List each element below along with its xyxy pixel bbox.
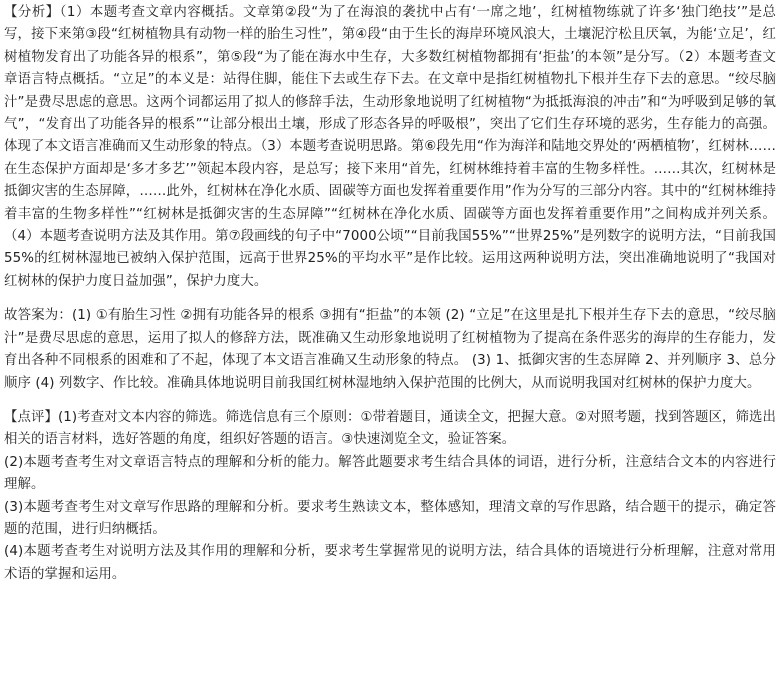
analysis-paragraph: 【分析】（1）本题考查文章内容概括。文章第②段“为了在海浪的袭扰中占有‘一席之地’，红树植物练就了许多‘独门绝技’”是总写，接下来第③段“红树植物具有动物一样的胎生习性”，第④段“由于生长的海岸环境风浪大，土壤泥泞松且厌氧，为能‘立足’，红树植物发育出了功能各异的根系”，第⑤段“为了能在海水中生存，大多数红树植物都拥有‘拒盐’的本领”是分写。（2）本题考查文章语言特点概括。“立足”的本义是：站得住脚，能住下去或生存下去。在文章中是指红树植物扎下根并生存下去的意思。“绞尽脑汁”是费尽思虑的意思。这两个词都运用了拟人的修辞手法，生动形象地说明了红树植物“为抵抵海浪的冲击”和“为呼吸到足够的氧气”，“发育出了功能各异的根系”“让部分根出土壤，形成了形态各异的呼吸根”，突出了它们生存环境的恶劣，生存能力的高强。体现了本文语言准确而又生动形象的特点。（3）本题考查说明思路。第⑥段先用“作为海洋和陆地交界处的‘两栖植物’，红树林……在生态保护方面却是‘多才多艺’”领起本段内容，是总写；接下来用“首先，红树林维持着丰富的生物多样性。……其次，红树林是抵御灾害的生态屏障，……此外，红树林在净化水质、固碳等方面也发挥着重要作用”作为分写的三部分内容。其中的“红树林维持着丰富的生物多样性”“红树林是抵御灾害的生态屏障”“红树林在净化水质、固碳等方面也发挥着重要作用”之间构成并列关系。（4）本题考查说明方法及其作用。第⑦段画线的句子中“7000公顷”“目前我国55%”“世界25%”是列数字的说明方法，“目前我国55%的红树林湿地已被纳入保护范围，远高于世界25%的平均水平”是作比较。运用这两种说明方法，突出准确地说明了“我国对红树林的保护力度日益加强”，保护力度大。 [4, 5, 776, 289]
comment-line-1: 【点评】(1)考查对文本内容的筛选。筛选信息有三个原则：①带着题目，通读全文，把握大意。②对照考题，找到答题区，筛选出相关的语言材料，选好答题的角度，组织好答题的语言。③快速浏览全文，验证答案。 [4, 409, 776, 448]
comment-line-4: (4)本题考查考生对说明方法及其作用的理解和分析，要求考生掌握常见的说明方法，结合具体的语境进行分析理解，注意对常用术语的掌握和运用。 [4, 544, 776, 582]
comment-section [4, 407, 776, 586]
answer-paragraph: 故答案为：(1) ①有胎生习性 ②拥有功能各异的根系 ③拥有“拒盐”的本领 (2) “立足”在这里是扎下根并生存下去的意思，“绞尽脑汁”是费尽思虑的意思，运用了拟人的修辞方法，既准确又生动形象地说明了红树植物为了提高在条件恶劣的海岸的生存能力，发育出各种不同根系的困难和了不起，体现了本文语言准确又生动形象的特点。 (3) 1、抵御灾害的生态屏障 2、并列顺序 3、总分顺序 (4) 列数字、作比较。准确具体地说明目前我国红树林湿地纳入保护范围的比例大，从而说明我国对红树林的保护力度大。 [4, 308, 776, 391]
comment-line-3: (3)本题考查考生对文章写作思路的理解和分析。要求考生熟读文本，整体感知，理清文章的写作思路，结合题干的提示，确定答题的范围，进行归纳概括。 [4, 499, 776, 537]
comment-line-2: (2)本题考查考生对文章语言特点的理解和分析的能力。解答此题要求考生结合具体的词语，进行分析，注意结合文本的内容进行理解。 [4, 454, 776, 493]
